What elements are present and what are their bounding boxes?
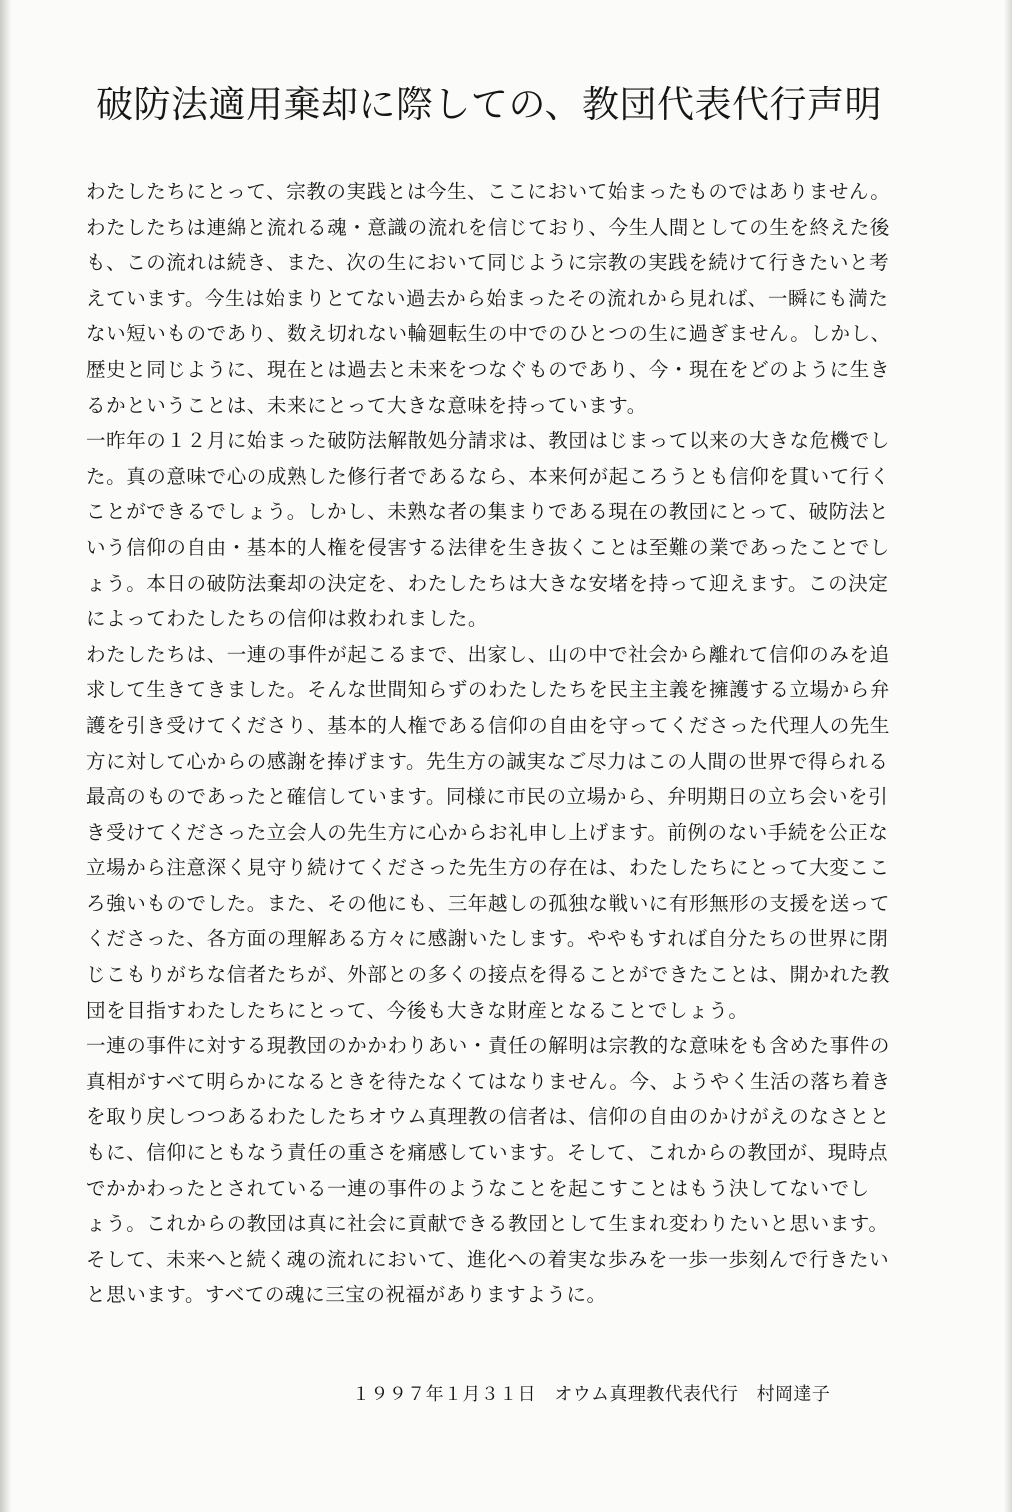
text-line: も、この流れは続き、また、次の生において同じように宗教の実践を続けて行きたいと考 xyxy=(86,251,890,275)
page-edge-shadow-right xyxy=(1004,0,1012,1512)
text-line: ことができるでしょう。しかし、未熟な者の集まりである現在の教団にとって、破防法と xyxy=(86,500,890,524)
text-line: 護を引き受けてくださり、基本的人権である信仰の自由を守ってくださった代理人の先生 xyxy=(86,713,891,737)
text-line: るかということは、未来にとって大きな意味を持っています。 xyxy=(86,393,647,417)
text-line: 団を目指すわたしたちにとって、今後も大きな財産となることでしょう。 xyxy=(86,998,749,1022)
text-line: いう信仰の自由・基本的人権を侵害する法律を生き抜くことは至難の業であったことでし xyxy=(86,535,890,559)
text-line: た。真の意味で心の成熟した修行者であるなら、本来何が起ころうとも信仰を貫いて行く xyxy=(86,464,891,488)
text-line: えています。今生は始まりとてない過去から始まったその流れから見れば、一瞬にも満た xyxy=(86,286,889,310)
text-line: じこもりがちな信者たちが、外部との多くの接点を得ることができたことは、開かれた教 xyxy=(86,963,891,987)
text-line: 一連の事件に対する現教団のかかわりあい・責任の解明は宗教的な意味をも含めた事件の xyxy=(86,1034,891,1058)
statement-body xyxy=(86,174,922,1313)
text-line: 最高のものであったと確信しています。同様に市民の立場から、弁明期日の立ち会いを引 xyxy=(86,785,889,809)
text-line: でかかわったとされている一連の事件のようなことを起こすことはもう決してないでし xyxy=(86,1176,870,1200)
text-line: 真相がすべて明らかになるときを待たなくてはなりません。今、ようやく生活の落ち着き xyxy=(86,1069,891,1093)
document-title: 破防法適用棄却に際しての、教団代表代行声明 xyxy=(96,83,883,126)
text-line: ょう。本日の破防法棄却の決定を、わたしたちは大きな安堵を持って迎えます。この決定 xyxy=(86,571,889,595)
text-line: 方に対して心からの感謝を捧げます。先生方の誠実なご尽力はこの人間の世界で得られる xyxy=(86,749,889,773)
text-line: 立場から注意深く見守り続けてくださった先生方の存在は、わたしたちにとって大変ここ xyxy=(86,856,890,880)
signature-line: １９９７年１月３１日 オウム真理教代表代行 村岡達子 xyxy=(352,1384,831,1405)
text-line: わたしたちは連綿と流れる魂・意識の流れを信じており、今生人間としての生を終えた後 xyxy=(86,215,891,239)
text-line: そして、未来へと続く魂の流れにおいて、進化への着実な歩みを一歩一歩刻んで行きたい xyxy=(86,1247,890,1271)
text-line: わたしたちは、一連の事件が起こるまで、出家し、山の中で社会から離れて信仰のみを追 xyxy=(86,642,890,666)
text-line: わたしたちにとって、宗教の実践とは今生、ここにおいて始まったものではありません。 xyxy=(86,180,891,203)
text-line: によってわたしたちの信仰は救われました。 xyxy=(86,607,489,631)
text-line: ょう。これからの教団は真に社会に貢献できる教団として生まれ変わりたいと思います。 xyxy=(86,1212,889,1236)
text-line: き受けてくださった立会人の先生方に心からお礼申し上げます。前例のない手続を公正な xyxy=(86,820,889,844)
text-line: ない短いものであり、数え切れない輪廻転生の中でのひとつの生に過ぎません。しかし、 xyxy=(86,322,891,346)
text-line: を取り戻しつつあるわたしたちオウム真理教の信者は、信仰の自由のかけがえのなさとと xyxy=(86,1105,890,1129)
text-line: もに、信仰にともなう責任の重さを痛感しています。そして、これからの教団が、現時点 xyxy=(86,1141,889,1165)
page-edge-shadow xyxy=(0,0,12,1512)
text-line: 一昨年の１２月に始まった破防法解散処分請求は、教団はじまって以来の大きな危機でし xyxy=(86,429,891,453)
text-line: 歴史と同じように、現在とは過去と未来をつなぐものであり、今・現在をどのように生き xyxy=(86,357,891,381)
text-line: ろ強いものでした。また、その他にも、三年越しの孤独な戦いに有形無形の支援を送って xyxy=(86,891,891,915)
text-line: と思います。すべての魂に三宝の祝福がありますように。 xyxy=(86,1283,607,1307)
text-line: くださった、各方面の理解ある方々に感謝いたします。ややもすれば自分たちの世界に閉 xyxy=(86,927,889,951)
text-line: 求して生きてきました。そんな世間知らずのわたしたちを民主主義を擁護する立場から弁 xyxy=(86,678,891,702)
